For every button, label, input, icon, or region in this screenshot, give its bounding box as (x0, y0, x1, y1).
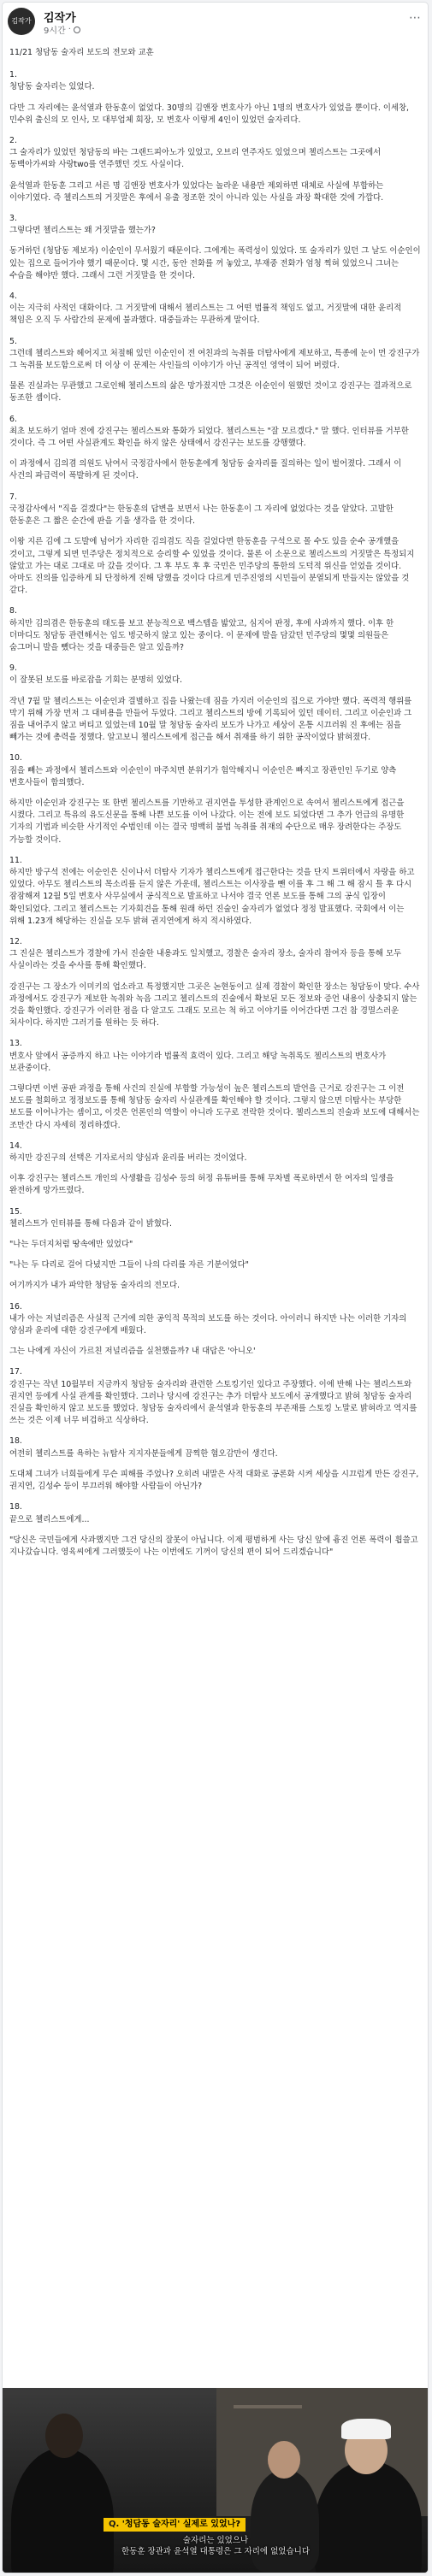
paragraph: 이후 강진구는 첼리스트 개인의 사생활을 김성수 등의 허정 유튜버를 통해 무차별 폭로하면서 한 여자의 일생을 완전하게 망가뜨렸다. (9, 1174, 394, 1196)
paragraph: 그 술자리가 있었던 청담동의 바는 그랜드피아노가 있었고, 오브리 연주자도 있었으며 첼리스트는 그곳에서 동백아가씨와 사랑two를 연주했던 것도 사실이다. (9, 148, 382, 170)
paragraph: 여기까지가 내가 파악한 청담동 술자리의 전모다. (9, 1281, 180, 1291)
paragraph: 물론 진실과는 무관했고 그로인해 첼리스트의 삶은 망가졌지만 그것은 이순인이 원했던 것이고 강진구는 결과적으로 동조한 셈이다. (9, 381, 412, 404)
section-number: 11. (9, 855, 22, 865)
paragraph: 청담동 술자리는 있었다. (9, 82, 95, 92)
section-number: 17. (9, 1367, 22, 1377)
paragraph: 그렇다면 첼리스트는 왜 거짓말을 했는가? (9, 226, 156, 236)
section-number: 3. (9, 214, 17, 224)
section-number: 10. (9, 753, 22, 763)
section-number: 14. (9, 1141, 22, 1151)
section-number: 1. (9, 70, 17, 80)
post-video[interactable] (3, 2388, 428, 2573)
more-options-icon[interactable]: ⋯ (409, 11, 421, 25)
paragraph: 동거하던 (청담동 제보자) 이순인이 무서웠기 때문이다. 그에게는 폭력성이 있었다. 또 술자리가 있던 그 날도 이순인이 있는 집으로 들어가야 했기 때문이다. 몇 시간, 동안 전화를 꺼 놓았고, 부재중 전화가 엄청 찍혀 있었으니 그녀는 수습을 해야만 했다. 그래서 그런 거짓말을 한 것이다. (9, 246, 421, 280)
subtitle-line-2: 한동훈 장관과 윤석열 대통령은 그 자리에 없었습니다 (121, 2547, 310, 2556)
paragraph: 이왕 지른 김에 그 도발에 넘어가 자리한 김의겸도 직을 걸었다면 한동훈을 구석으로 몰 수도 있을 순수 공개했을 것이고, 그렇게 되면 민주당은 정치적으로 승리할 수 있었을 것이다. 물론 이 소문으로 첼리스트의 거짓말은 특정되지 않았고 가는 대로 그대로 마 갔을 것이다. 그 후 부도 후 후 국민은 민주당의 통한의 도덕적 위신을 얻었을 것이다. 아마도 진의를 입증하게 되 단정하게 진해 당했을 것이다 다르게 민주진영의 시민들이 분열되게 만들지는 않았을 것 같다. (9, 537, 415, 596)
section-number: 7. (9, 492, 17, 502)
paragraph: "당신은 국민들에게 사과했지만 그건 당신의 잘못이 아닙니다. 이제 평범하게 사는 당신 앞에 흉진 언론 폭력이 휩쓸고 지나갔습니다. 영육씨에게 그러했듯이 나는 이번에도 기꺼이 당신의 편이 되어 드리겠습니다" (9, 1535, 418, 1557)
section-number: 13. (9, 1039, 22, 1049)
paragraph: 내가 아는 저널리즘은 사실적 근거에 의한 공익적 목적의 보도를 하는 것이다. 아이러니 하지만 나는 이러한 기자의 양심과 윤리에 대한 강진구에게 배웠다. (9, 1313, 407, 1336)
person-middle-head (268, 2441, 300, 2479)
section-number: 8. (9, 606, 17, 616)
paragraph: 최초 보도하기 얼마 전에 강진구는 첼리스트와 통화가 되었다. 첼리스트는 "잘 모르겠다." 말 했다. 인터뷰를 거부한 것이다. 즉 그 어떤 사실관계도 확인을 하지 않은 상태에서 강진구는 보도를 강행했다. (9, 426, 409, 449)
video-shelf (234, 2405, 302, 2408)
post-time[interactable]: 9시간 (44, 27, 66, 36)
person-right-cap (341, 2419, 391, 2439)
section-number: 9. (9, 663, 17, 674)
person-left-head (45, 2414, 83, 2458)
post-meta (44, 23, 80, 36)
author-name[interactable]: 김작가 (44, 12, 76, 25)
section-number: 16. (9, 1301, 22, 1312)
paragraph: 국정감사에서 "직을 걸겠다"는 한동훈의 답변을 보면서 나는 한동훈이 그 자리에 없었다는 것을 알았다. 고발한 한동훈은 그 짧은 순간에 판을 기울 생각을 한 것이다. (9, 504, 394, 527)
avatar[interactable]: 김작가 (8, 8, 35, 35)
paragraph: 작년 7월 말 첼리스트는 이순인과 결별하고 집을 나왔는데 짐을 가지러 이순인의 집으로 가야만 했다. 폭력적 행위를 막기 위해 가장 먼저 그 대비용을 만들어 두었다. 그리고 첼리스트의 방에 기록되어 있던 데이터. 그리고 이순인과 그 짐을 내어주지 않고 버티고 있었는데 10월 말 청담동 술자리 보도가 나가고 세상이 온통 시끄러워 진 후에는 짐을 빼가는 것에 총력을 정했다. 알고보니 첼리스트에게 접근을 해서 취재를 하기 위한 공작이었다 밝혀졌다. (9, 696, 412, 743)
paragraph: 강진구는 그 장소가 이미키의 업소라고 특정했지만 그곳은 논현동이고 실제 경찰이 확인한 장소는 청담동이 맞다. 수사 과정에서도 강진구가 제보한 녹취와 녹음 그리고 첼리스트의 진술에서 확보된 모든 정보와 증언 내용이 상충되지 않는 것을 확인했다. 강진구가 이러한 점을 다 알고도 그래도 모르는 척 하고 이야기를 이어간다면 그건 참 경멸스러운 처사이다. 하지만 그러기를 원하는 듯 하다. (9, 981, 420, 1029)
paragraph: 그는 나에게 자신이 가르친 저널리즘을 실천했을까? 내 대답은 '아니오' (9, 1347, 256, 1357)
paragraph: 끝으로 첼리스트에게... (9, 1514, 90, 1524)
paragraph: 이 과정에서 김의겸 의원도 낚여서 국정감사에서 한동훈에게 청담동 술자리를 질의하는 일이 벌어졌다. 그래서 이 사건의 파급력이 폭발하게 된 것이다. (9, 459, 402, 481)
paragraph: 그 진실은 첼리스트가 경찰에 가서 진술한 내용과도 일치했고, 경찰은 술자리 장소, 술자리 참여자 등을 통해 모두 사실이라는 것을 수사를 통해 확인했다. (9, 949, 402, 971)
paragraph: 하지만 이순인과 강진구는 또 한번 첼리스트를 기만하고 권지연을 투성한 관계인으로 속여서 첼리스트에게 접근을 시켰다. 그리고 특유의 유도신문을 통해 나쁜 보도를 이어 나갔다. 이는 전에 보도 되었다면 그 추가 언급의 유명한 기자의 기법과 비슷한 사기적인 수법인데 이는 결국 명백히 불법 녹취를 취재의 수단으로 매우 장려한다는 주장도 가능할 것이다. (9, 798, 405, 845)
section-number: 18. (9, 1436, 22, 1447)
paragraph: "나는 두더지처럼 땅속에만 있었다" (9, 1240, 133, 1250)
globe-icon (74, 27, 80, 33)
section-number: 18. (9, 1502, 22, 1512)
question-text: '청담동 술자리' 실제로 있었나? (121, 2520, 241, 2529)
section-number: 15. (9, 1206, 22, 1217)
paragraph: 이 잘못된 보도를 바로잡을 기회는 분명히 있었다. (9, 675, 182, 686)
paragraph: 짐을 빼는 과정에서 첼리스트와 이순인이 마주치면 분위기가 험악해지니 이순인은 빠지고 장관인인 두기로 양측 변호사들이 합의했다. (9, 765, 397, 787)
paragraph: 이는 지극히 사적인 대화이다. 그 거짓말에 대해서 첼리스트는 그 어떤 법률적 책임도 없고, 거짓말에 대한 윤리적 책임은 오직 두 사람간의 문제에 불과했다. 대중들과는 무관하게 말이다. (9, 304, 402, 326)
paragraph: 하지만 김의겸은 한동훈의 태도를 보고 분능적으로 백스텝을 밟았고, 심지어 판정, 후에 사과까지 했다. 이후 한 더마디도 청담동 관련해서는 입도 벙긋하지 않고 있는 중이다. 이 문제에 발을 담갔던 민주당의 몇몇 의원들은 숨그머니 발을 뺐다는 것을 대중들은 알고 있을까? (9, 618, 394, 652)
paragraph: 첼리스트가 인터뷰를 통해 다음과 같이 밝혔다. (9, 1218, 172, 1229)
paragraph: 그런데 첼리스트와 헤어지고 처절해 있던 이순인이 전 여친과의 녹취를 더탐사에게 제보하고, 특종에 눈이 먼 강진구가 그 녹취를 보도함으로써 더 이상 이 문제는 사인들의 이야기가 아닌 공적인 영역이 되어 버렸다. (9, 348, 420, 371)
facebook-post (3, 3, 428, 2573)
question-banner: Q. '청담동 술자리' 실제로 있었나? (104, 2518, 246, 2532)
section-number: 6. (9, 414, 17, 424)
subtitle-line-1: 술자리는 있었으나 (182, 2536, 249, 2545)
section-number: 4. (9, 292, 17, 302)
paragraph: 도대체 그녀가 너희들에게 무슨 피해를 주었나? 오히려 내말은 사적 대화로 공론화 시켜 세상을 시끄럽게 만든 강진구, 권지연, 김성수 등이 부끄러워 해야할 사람들이 아닌가? (9, 1469, 419, 1492)
post-body (9, 47, 422, 1567)
paragraph: "나는 두 다리로 걸어 다녔지만 그들이 나의 다리를 자른 기분이었다" (9, 1260, 249, 1270)
paragraph: 변호사 앞에서 공증까지 하고 나는 이야기라 법률적 효력이 있다. 그리고 해당 녹취록도 첼리스트의 변호사가 보관중이다. (9, 1051, 387, 1073)
paragraph: 다만 그 자리에는 윤석열과 한동훈이 없었다. 30명의 김앤장 변호사가 아닌 1명의 변호사가 있었을 뿐이다. 이세창, 민수위 출신의 모 인사, 모 대부업체 회장, 모 변호사 이렇게 4인이 있었던 술자리다. (9, 103, 410, 125)
paragraph: 강진구는 작년 10월부터 지금까지 청담동 술자리와 관련한 스토킹기인 있다고 주장했다. 이에 반해 나는 첼리스트와 권지연 등에게 사실 관계를 확인했다. 그러나 당시에 강진구는 추가 더탐사 보도에서 공개했다고 밝혀 청담동 술자리 진실을 확인하지 않고 보도를 했었다. 청담동 술자리에서 윤석열과 한동훈의 부존재를 스토킹 노말로 밝혀라고 역지를 쓰는 것은 이제 너무 비겁하고 식상하다. (9, 1379, 417, 1426)
video-caption (104, 2518, 328, 2562)
question-label: Q (109, 2520, 116, 2529)
paragraph: 하지만 강진구의 선택은 기자로서의 양심과 윤리를 버리는 것이었다. (9, 1153, 247, 1164)
dot-separator: · (68, 25, 71, 34)
paragraph: 그렇다면 이번 공판 과정을 통해 사건의 진실에 부합할 가능성이 높은 첼리스트의 발언을 근거로 강진구는 그 이전 보도를 철회하고 정정보도를 통해 청담동 술자리 사실관계를 확인해야 할 것이다. 그렇지 않으면 더탐사는 부당한 보도를 이어나가는 셈이고, 이것은 언론인의 역할이 아니라 도구로 전락한 것이다. 첼리스트의 진술과 보도에 대해서는 조만간 다시 자세히 정리하겠다. (9, 1084, 420, 1130)
section-number: 12. (9, 936, 22, 946)
paragraph: 여전히 첼리스트를 욕하는 뉴탐사 지지자분들에게 끔찍한 혐오감만이 생긴다. (9, 1448, 278, 1459)
paragraph: 윤석열과 한동훈 그리고 서른 명 김앤장 변호사가 있었다는 놀라운 내용만 제외하면 대체로 사실에 부합하는 이야기였다. 즉 첼리스트의 거짓말은 후에서 유출 정조한 것이 아니라 있는 사실을 과장 확대한 것에 가깝다. (9, 180, 384, 203)
paragraph: 하지만 방구석 전에는 이순인은 신이나서 더탐사 기자가 첼리스트에게 접근한다는 것을 단지 트위터에서 자랑을 하고 있었다. 아무도 첼리스트의 목소리를 듣지 않은 가운데, 첼리스트는 이사장을 뺀 이를 후 그 해 그 해 잠시 틀 후 다시 잠잠해져 12월 5일 변호사 사무실에서 공식적으로 발표하고 나서야 결국 언론 보도를 통해 그의 공식 입장이 확인되었다. 그리고 첼리스트는 기자회견을 통해 원래 하던 진술인 술자리가 없었다 정정 발표했다. 국회에서 이는 위해 1.23개 해당하는 진실을 모두 밝혀 권지연에게 하지 적시하였다. (9, 867, 415, 926)
post-header (8, 8, 418, 45)
section-number: 5. (9, 336, 17, 346)
section-number: 2. (9, 136, 17, 146)
post-title: 11/21 청담동 술자리 보도의 전모와 교훈 (9, 48, 154, 57)
